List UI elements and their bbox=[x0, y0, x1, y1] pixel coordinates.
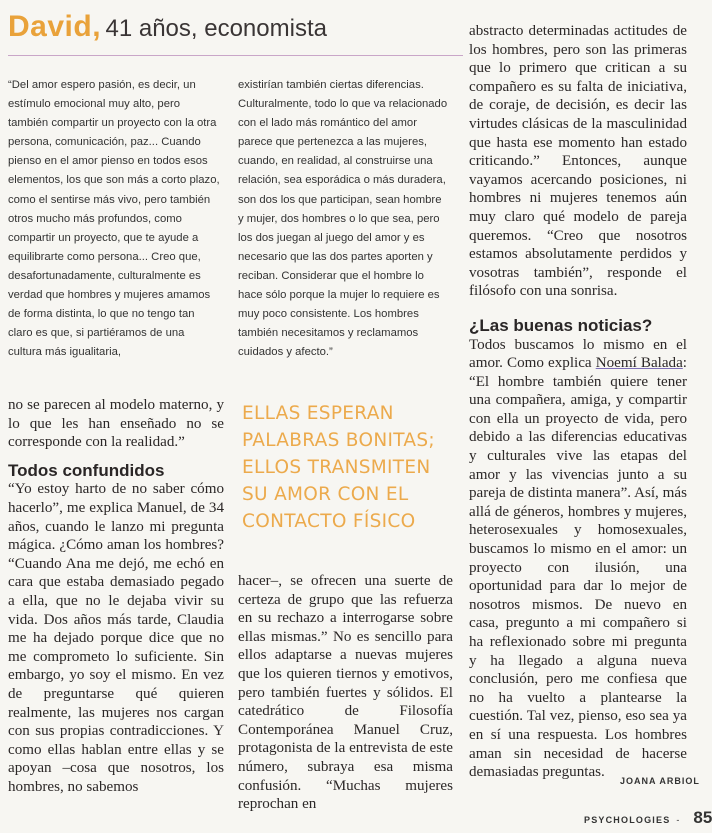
author-byline: JOANA ARBIOL bbox=[620, 776, 700, 786]
page-number: 85 bbox=[693, 808, 712, 827]
column-3 bbox=[469, 22, 687, 782]
section-2-body bbox=[469, 336, 687, 782]
article-header bbox=[8, 10, 327, 44]
column-1-intro-text: no se parecen al modelo materno, y lo que les han enseñado no se corresponde con la realidad.” bbox=[8, 397, 224, 451]
column-1-lower bbox=[8, 396, 224, 796]
pull-quote: ELLAS ESPERAN PALABRAS BONITAS; ELLOS TRANSMITEN SU AMOR CON EL CONTACTO FÍSICO bbox=[242, 403, 435, 532]
magazine-name: PSYCHOLOGIES bbox=[584, 815, 671, 825]
column-3-top-body: abstracto determinadas actitudes de los hombres, pero son las primeras que lo primero que critican a su compañero es su falta de iniciativa, de coraje, de decisión, es decir las virtudes clásicas de la masculinidad que hasta ese momento han estado criticando.” Entonces, aunque vayamos acercando posiciones, ni hombres ni mujeres tenemos aún muy claro qué modelo de pareja queremos. “Creo que nosotros estamos absolutamente perdidos y vosotras también”, responde el filósofo con una sonrisa. bbox=[469, 23, 687, 300]
page-footer bbox=[584, 808, 712, 828]
section-2-text-main: : “El hombre también quiere tener una compañera, amiga, y compartir con ella un proyecto de vida, pero debido a las diferencias educativas y culturales vive las etapas del amor y las vivencias junto a su pareja de distinta manera”. Así, más allá de géneros, hombres y mujeres, heterosexuales y homosexuales, buscamos lo mismo en el amor: un proyecto con ilusión, una oportunidad para dar lo mejor de nosotros mismos. De nuevo en casa, pregunto a mi compañero si ha reflexionado sobre mi pregunta y ha llegado a alguna nueva conclusión, pero me confiesa que no ha vuelto a plantearse la cuestión. Tal vez, pienso, eso sea ya en sí una respuesta. Los hombres aman sin necesidad de hacerse demasiadas preguntas. bbox=[469, 355, 687, 781]
david-quote-column-2: existirían también ciertas diferencias. Culturalmente, todo lo que va relacionado con el lado más romántico del amor parece que pertenezca a las mujeres, cuando, en realidad, al construirse una relación, sea esporádica o más duradera, son dos los que participan, sean hombre y mujer, dos hombres o lo que sea, pero los dos juegan al juego del amor y es necesario que las dos partes aporten y reciban. Considerar que el hombre lo hace sólo porque la mujer lo requiere es muy poco consistente. Los hombres también necesitamos y reclamamos cuidados y afecto.” bbox=[238, 79, 448, 359]
column-2-lower-body: hacer–, se ofrecen una suerte de certeza de grupo que las refuerza en su rechazo a interrogarse sobre ellas mismas.” No es sencillo para ellos adaptarse a nuevas mujeres que los quieren tiernos y emotivos, pero también fuertes y sólidos. El catedrático de Filosofía Contemporánea Manuel Cruz, protagonista de la entrevista de este número, subraya esa misma confusión. “Muchas mujeres reprochan en bbox=[238, 573, 454, 813]
section-2-text-intro: Todos buscamos lo mismo en el amor. Como explica bbox=[469, 336, 687, 372]
section-heading-buenas-noticias: ¿Las buenas noticias? bbox=[469, 315, 653, 335]
header-divider bbox=[8, 55, 463, 56]
footer-separator: - bbox=[676, 815, 680, 825]
interviewee-name: David, bbox=[8, 10, 102, 43]
section-1-body: “Yo estoy harto de no saber cómo hacerlo”, me explica Manuel, de 34 años, cuando le lanzo mi pregunta mágica. ¿Cómo aman los hombres? “Cuando Ana me dejó, me echó en cara que estaba demasiado pegado a ella, que no le dejaba vivir su vida. Dos años más tarde, Claudia me ha dejado porque dice que no me comprometo lo suficiente. Sin embargo, yo soy el mismo. En vez de preguntarse qué quieren realmente, las mujeres nos cargan con sus propias contradicciones. Y como ellas hablan entre ellas y se apoyan –cosa que nosotros, los hombres, no sabemos bbox=[8, 481, 224, 795]
david-quote-column-1: “Del amor espero pasión, es decir, un estímulo emocional muy alto, pero también compartir un proyecto con la otra persona, comunicación, paz... Cuando pienso en el amor pienso en todos esos elementos, los que son más a corto plazo, como el sentirse más vivo, pero también otros mucho más profundos, como compartir un proyecto, que te ayude a equilibrarte como persona... Creo que, desafortunadamente, culturalmente es verdad que hombres y mujeres amamos de forma distinta, lo que no tengo tan claro es que, si partiéramos de una cultura más igualitaria, bbox=[8, 79, 220, 359]
expert-name: Noemí Balada bbox=[595, 355, 683, 372]
interviewee-subtitle: 41 años, economista bbox=[105, 15, 327, 42]
section-heading-todos-confundidos: Todos confundidos bbox=[8, 460, 165, 480]
